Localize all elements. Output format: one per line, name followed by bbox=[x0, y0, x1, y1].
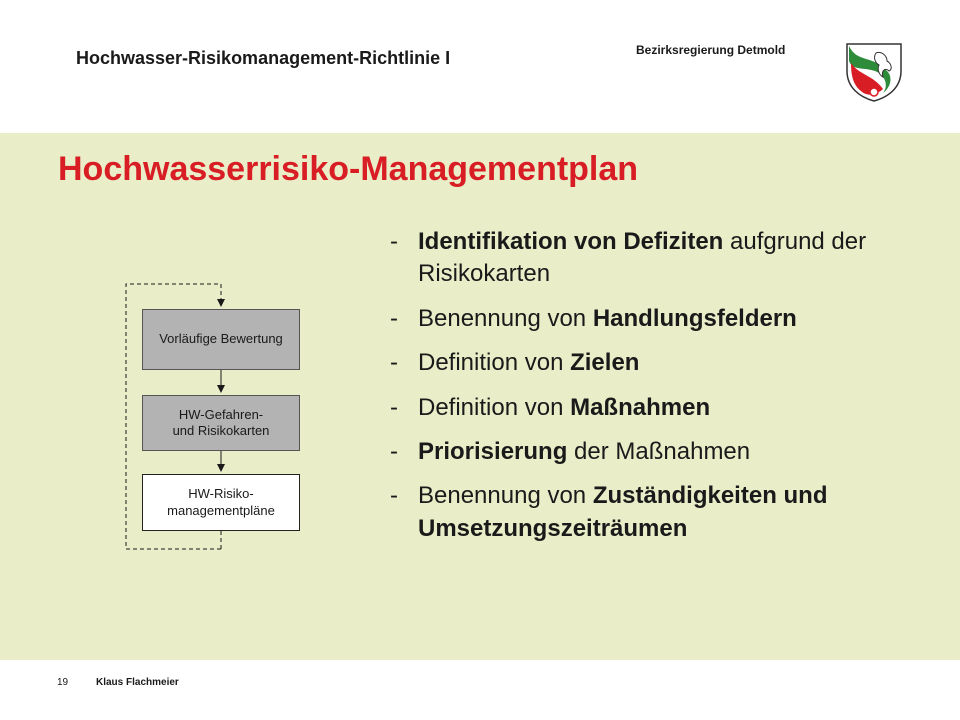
nrw-coat-of-arms-icon bbox=[843, 41, 905, 103]
bullet-dash: - bbox=[390, 437, 398, 465]
bullet-text-bold: Priorisierung bbox=[418, 437, 568, 465]
bullet-text-regular: der Maßnahmen bbox=[567, 437, 751, 465]
bullet-text bbox=[418, 226, 950, 291]
bullet-list bbox=[390, 226, 950, 557]
bullet-text-regular: Definition von bbox=[418, 393, 571, 421]
presentation-title: Hochwasser-Risikomanagement-Richtlinie I bbox=[76, 48, 451, 68]
bullet-text-regular: Definition von bbox=[418, 349, 571, 377]
bullet-text-bold: Identifikation von Defiziten bbox=[418, 228, 724, 255]
bullet-text bbox=[418, 303, 950, 335]
footer bbox=[0, 660, 960, 720]
diagram-box-gefahrenkarten bbox=[142, 395, 300, 451]
bullet-item bbox=[390, 303, 950, 335]
bullet-item bbox=[390, 226, 950, 291]
bullet-text bbox=[418, 480, 950, 545]
bullet-item bbox=[390, 392, 950, 424]
bullet-text-bold: Zielen bbox=[570, 349, 640, 377]
bullet-dash: - bbox=[390, 304, 398, 332]
bullet-item bbox=[390, 480, 950, 545]
bullet-text-regular: Benennung von bbox=[418, 304, 593, 332]
diagram-box-vorlaeufige-bewertung bbox=[142, 309, 300, 370]
page-number: 19 bbox=[57, 677, 69, 688]
bullet-item bbox=[390, 436, 950, 468]
bullet-text-bold: Zuständigkeiten und Umsetzungszeiträumen bbox=[418, 482, 828, 542]
bullet-text-bold: Handlungsfeldern bbox=[592, 304, 797, 332]
diagram-box-label: Vorläufige Bewertung bbox=[159, 331, 283, 347]
bullet-text bbox=[418, 392, 950, 424]
diagram-box-label: HW-Risiko- managementpläne bbox=[167, 486, 275, 518]
bullet-text bbox=[418, 436, 950, 468]
bullet-dash: - bbox=[390, 393, 398, 421]
bullet-text bbox=[418, 347, 950, 379]
bullet-text-regular: aufgrund der Risikokarten bbox=[418, 228, 867, 288]
bullet-dash: - bbox=[390, 228, 398, 255]
slide-title: Hochwasserrisiko-Managementplan bbox=[58, 150, 639, 188]
bullet-text-bold: Maßnahmen bbox=[570, 393, 711, 421]
bullet-item bbox=[390, 347, 950, 379]
organization-name: Bezirksregierung Detmold bbox=[636, 43, 786, 57]
diagram-box-managementplaene bbox=[142, 474, 300, 531]
bullet-dash: - bbox=[390, 482, 398, 510]
bullet-dash: - bbox=[390, 349, 398, 377]
diagram-box-label: HW-Gefahren- und Risikokarten bbox=[172, 406, 270, 438]
bullet-text-regular: Benennung von bbox=[418, 482, 593, 510]
author-name: Klaus Flachmeier bbox=[96, 677, 179, 688]
